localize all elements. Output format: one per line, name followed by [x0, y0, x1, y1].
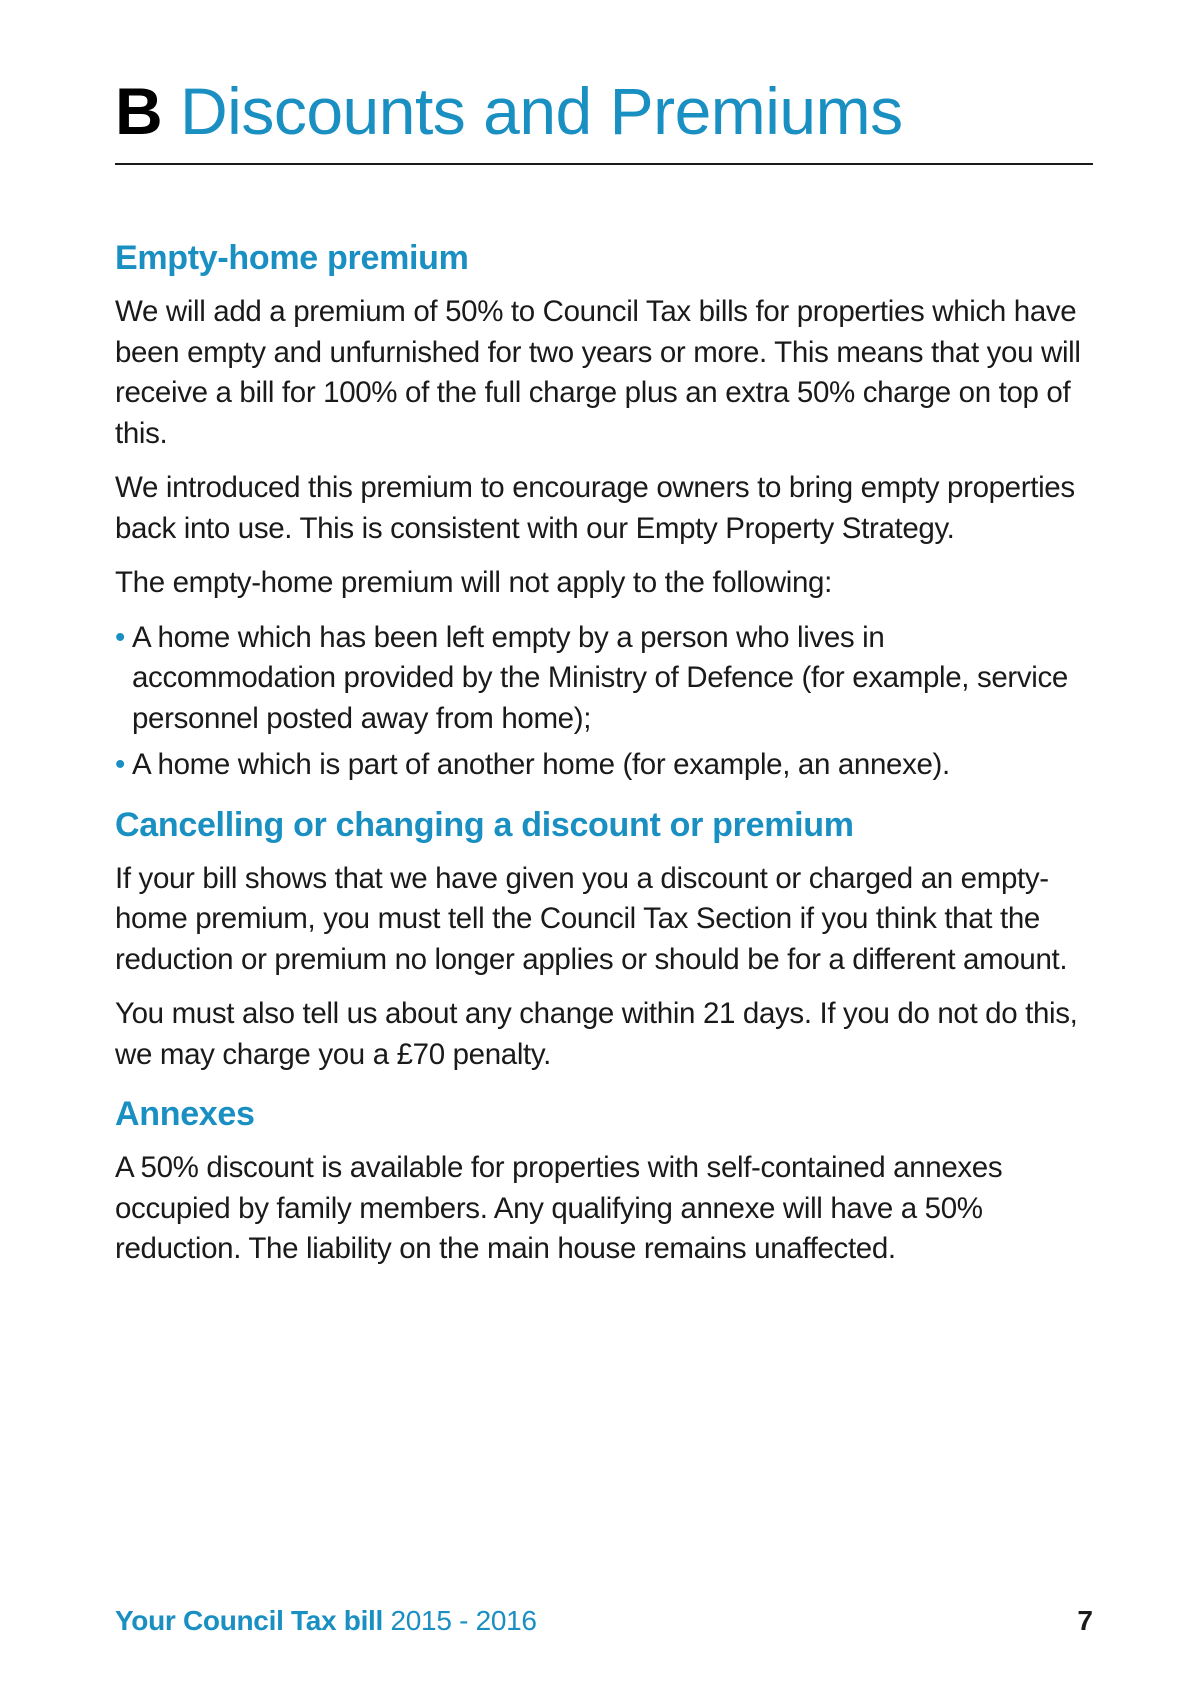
- title-divider: [115, 163, 1093, 165]
- content-body: [115, 237, 1093, 1284]
- paragraph: If your bill shows that we have given you a discount or charged an empty-home premium, you must tell the Council Tax Section if you think that the reduction or premium no longer applies or should be for a different amount.: [115, 861, 1068, 976]
- paragraph: You must also tell us about any change within 21 days. If you do not do this, we may charge you a £70 penalty.: [115, 997, 1078, 1071]
- section-heading: Empty-home premium: [115, 239, 469, 277]
- bullet-icon: •: [115, 748, 125, 781]
- section-heading: Cancelling or changing a discount or premium: [115, 805, 854, 844]
- list-item: [115, 745, 1093, 786]
- list-item-text: A home which is part of another home (for example, an annexe).: [132, 748, 950, 781]
- exemption-list: [115, 618, 1093, 786]
- page-number: 7: [1077, 1605, 1093, 1636]
- paragraph: We will add a premium of 50% to Council Tax bills for properties which have been empty and unfurnished for two years or more. This means that you will receive a bill for 100% of the full charge plus an extra 50% charge on top of this.: [115, 295, 1081, 450]
- paragraph: The empty-home premium will not apply to the following:: [115, 566, 832, 599]
- section-cancelling-changing: [115, 804, 1093, 1076]
- paragraph: We introduced this premium to encourage owners to bring empty properties back into use. This is consistent with our Empty Property Strategy.: [115, 471, 1075, 545]
- page-footer: [115, 1601, 1093, 1641]
- section-empty-home-premium: [115, 237, 1093, 786]
- page-title: [115, 70, 903, 152]
- section-title: Discounts and Premiums: [180, 74, 903, 148]
- document-page: [115, 0, 1093, 1703]
- section-annexes: [115, 1093, 1093, 1270]
- footer-years: 2015 - 2016: [390, 1605, 537, 1636]
- footer-publication-name: Your Council Tax bill: [115, 1605, 384, 1636]
- footer-title: [115, 1601, 537, 1641]
- list-item-text: A home which has been left empty by a person who lives in accommodation provided by the Ministry of Defence (for example, service personnel posted away from home);: [132, 620, 1068, 735]
- paragraph: A 50% discount is available for properties with self-contained annexes occupied by family members. Any qualifying annexe will have a 50% reduction. The liability on the main house remains unaffected.: [115, 1151, 1003, 1265]
- list-item: [115, 618, 1093, 740]
- section-letter: B: [115, 74, 163, 148]
- section-heading: Annexes: [115, 1095, 255, 1133]
- bullet-icon: •: [115, 620, 125, 654]
